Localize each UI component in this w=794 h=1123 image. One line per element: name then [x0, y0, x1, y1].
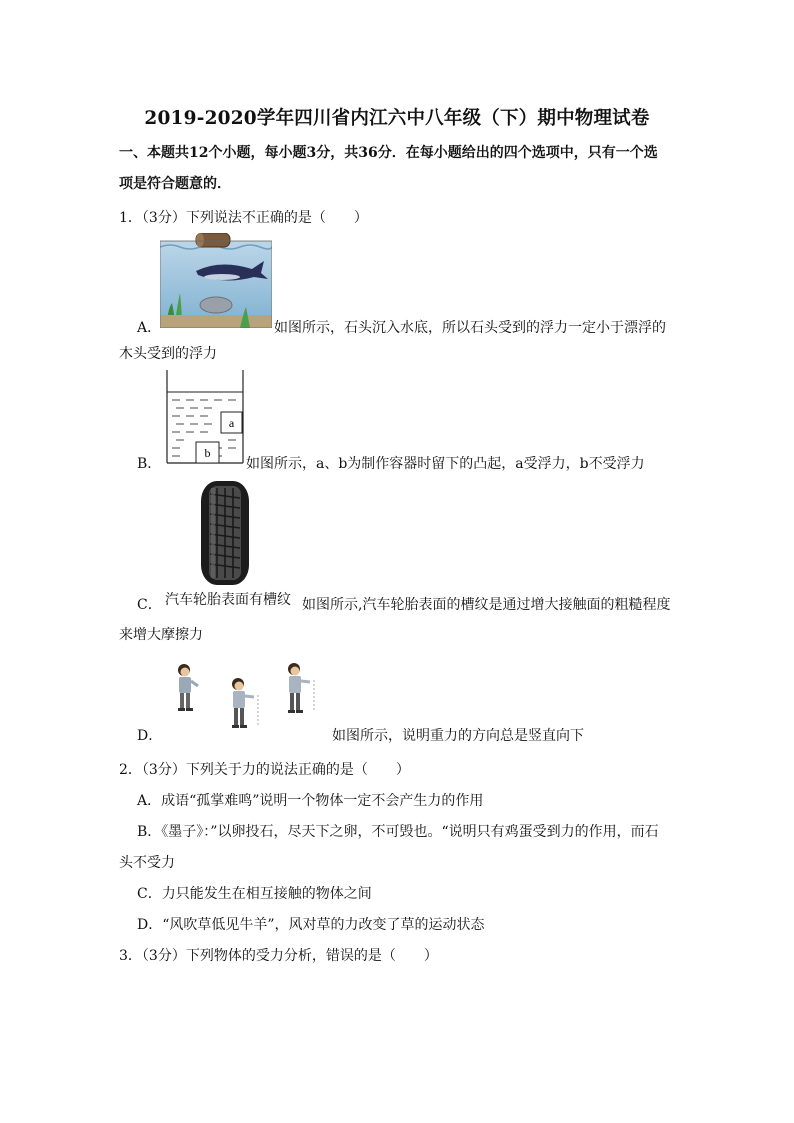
q1-d-label: D．: [137, 728, 163, 744]
q1-c-text-line2: 来增大摩擦力: [119, 627, 203, 643]
q1-a-label: A．: [137, 320, 162, 336]
q2-option-a: A．成语“孤掌难鸣”说明一个物体一定不会产生力的作用: [137, 793, 484, 809]
sand-bed: [160, 315, 272, 328]
whale-belly: [204, 274, 240, 280]
section-heading-line1: 一、本题共12个小题，每小题3分，共36分．在每小题给出的四个选项中，只有一个选: [119, 145, 658, 161]
q1-d-text: 如图所示，说明重力的方向总是竖直向下: [332, 728, 584, 744]
child-figure-3: [288, 663, 314, 713]
stone-shape: [200, 297, 232, 313]
child-figure-2: [232, 678, 258, 728]
q3-stem: 3．（3分）下列物体的受力分析，错误的是（ ）: [119, 948, 438, 964]
q1-b-label: B．: [137, 456, 162, 472]
q1-a-text-line2: 木头受到的浮力: [119, 346, 217, 362]
q1-stem: 1．（3分）下列说法不正确的是（ ）: [119, 210, 368, 226]
q1-c-tire-figure: [200, 480, 250, 586]
protrusion-b-label: b: [204, 446, 211, 460]
q1-b-text: 如图所示，a、b为制作容器时留下的凸起，a受浮力，b不受浮力: [246, 456, 645, 472]
q1-d-children-figure: [172, 660, 324, 732]
q1-a-text-line1: 如图所示，石头沉入水底，所以石头受到的浮力一定小于漂浮的: [274, 320, 666, 336]
q1-c-label: C．: [137, 597, 162, 613]
q2-stem: 2．（3分）下列关于力的说法正确的是（ ）: [119, 762, 410, 778]
q2-option-b-line2: 头不受力: [119, 855, 175, 871]
q2-option-b-line1: B．《墨子》：”以卵投石，尽天下之卵，不可毁也。“说明只有鸡蛋受到力的作用，而石: [137, 824, 659, 840]
log-end: [196, 233, 204, 247]
q1-a-aquarium-figure: [160, 233, 272, 328]
tire-highlight: [211, 488, 215, 578]
q1-c-caption: 汽车轮胎表面有槽纹: [165, 592, 291, 608]
q1-c-text-line1: 如图所示,汽车轮胎表面的槽纹是通过增大接触面的粗糙程度: [302, 597, 671, 613]
q2-option-d: D．“风吹草低见牛羊”，风对草的力改变了草的运动状态: [137, 917, 485, 933]
protrusion-a-label: a: [228, 416, 235, 430]
q2-option-c: C．力只能发生在相互接触的物体之间: [137, 886, 372, 902]
page-title: 2019-2020学年四川省内江六中八年级（下）期中物理试卷: [144, 108, 650, 129]
child-figure-1: [178, 664, 198, 711]
q1-b-container-figure: [166, 370, 244, 464]
section-heading-line2: 项是符合题意的．: [119, 176, 231, 192]
